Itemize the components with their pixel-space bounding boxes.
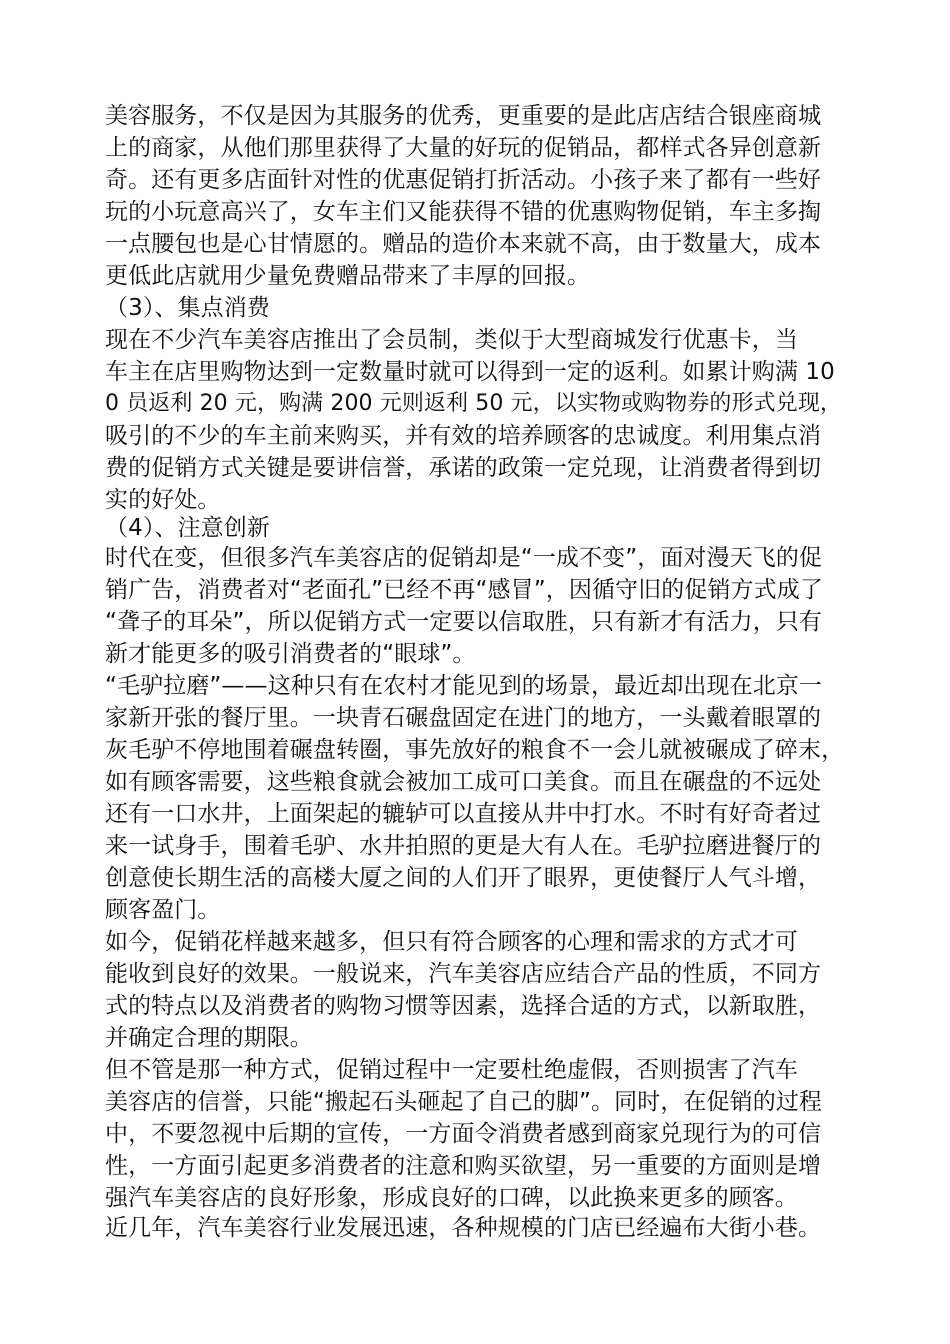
text-line: 来一试身手，围着毛驴、水井拍照的更是大有人在。毛驴拉磨进餐厅的 [105,833,822,859]
text-line: 近几年，汽车美容行业发展迅速，各种规模的门店已经遍布大街小巷。 [105,1215,822,1241]
text-line: 时代在变，但很多汽车美容店的促销却是“一成不变”，面对漫天飞的促 [105,545,823,571]
text-line: 销广告，消费者对“老面孔”已经不再“感冒”，因循守旧的促销方式成了 [105,577,823,603]
text-line: 灰毛驴不停地围着碾盘转圈，事先放好的粮食不一会儿就被碾成了碎末， [105,737,845,763]
text-line: 性，一方面引起更多消费者的注意和购买欲望，另一重要的方面则是增 [105,1153,822,1179]
text-line: 顾客盈门。 [105,897,221,923]
text-line: 如有顾客需要，这些粮食就会被加工成可口美食。而且在碾盘的不远处 [105,769,822,795]
text-line: 式的特点以及消费者的购物习惯等因素，选择合适的方式，以新取胜， [105,993,822,1019]
text-line: 车主在店里购物达到一定数量时就可以得到一定的返利。如累计购满 10 [105,359,835,385]
section-heading-3: （3）、集点消费 [105,295,270,321]
text-line: 费的促销方式关键是要讲信誉，承诺的政策一定兑现，让消费者得到切 [105,455,822,481]
text-line: 吸引的不少的车主前来购买，并有效的培养顾客的忠诚度。利用集点消 [105,423,822,449]
text-line: 0 员返利 20 元，购满 200 元则返利 50 元，以实物或购物券的形式兑现， [105,391,843,416]
text-line: 美容店的信誉，只能“搬起石头砸起了自己的脚”。同时，在促销的过程 [105,1089,823,1115]
text-line: 还有一口水井，上面架起的辘轳可以直接从井中打水。不时有好奇者过 [105,801,822,827]
text-line: 实的好处。 [105,487,221,513]
text-line: 美容服务，不仅是因为其服务的优秀，更重要的是此店店结合银座商城 [105,103,822,129]
text-line: 上的商家，从他们那里获得了大量的好玩的促销品，都样式各异创意新 [105,135,822,161]
text-line: 更低此店就用少量免费赠品带来了丰厚的回报。 [105,263,591,289]
text-line: 家新开张的餐厅里。一块青石碾盘固定在进门的地方，一头戴着眼罩的 [105,705,822,731]
text-line: 如今，促销花样越来越多，但只有符合顾客的心理和需求的方式才可 [105,929,798,955]
section-heading-4: （4）、注意创新 [105,515,270,541]
text-line: “毛驴拉磨”——这种只有在农村才能见到的场景，最近却出现在北京一 [105,673,823,699]
text-line: 一点腰包也是心甘情愿的。赠品的造价本来就不高，由于数量大，成本 [105,231,822,257]
text-line: 能收到良好的效果。一般说来，汽车美容店应结合产品的性质，不同方 [105,961,822,987]
text-line: 创意使长期生活的高楼大厦之间的人们开了眼界，更使餐厅人气斗增， [105,865,822,891]
text-line: 并确定合理的期限。 [105,1025,313,1051]
text-line: 奇。还有更多店面针对性的优惠促销打折活动。小孩子来了都有一些好 [105,167,822,193]
text-line: 强汽车美容店的良好形象，形成良好的口碑，以此换来更多的顾客。 [105,1185,798,1211]
text-line: 但不管是那一种方式，促销过程中一定要杜绝虚假，否则损害了汽车 [105,1057,798,1083]
text-line: 中，不要忽视中后期的宣传，一方面令消费者感到商家兑现行为的可信 [105,1121,822,1147]
text-line: 现在不少汽车美容店推出了会员制，类似于大型商城发行优惠卡，当 [105,327,798,353]
text-line: “聋子的耳朵”，所以促销方式一定要以信取胜，只有新才有活力，只有 [105,609,823,635]
text-line: 新才能更多的吸引消费者的“眼球”。 [105,641,476,667]
text-line: 玩的小玩意高兴了，女车主们又能获得不错的优惠购物促销，车主多掏 [105,199,822,225]
